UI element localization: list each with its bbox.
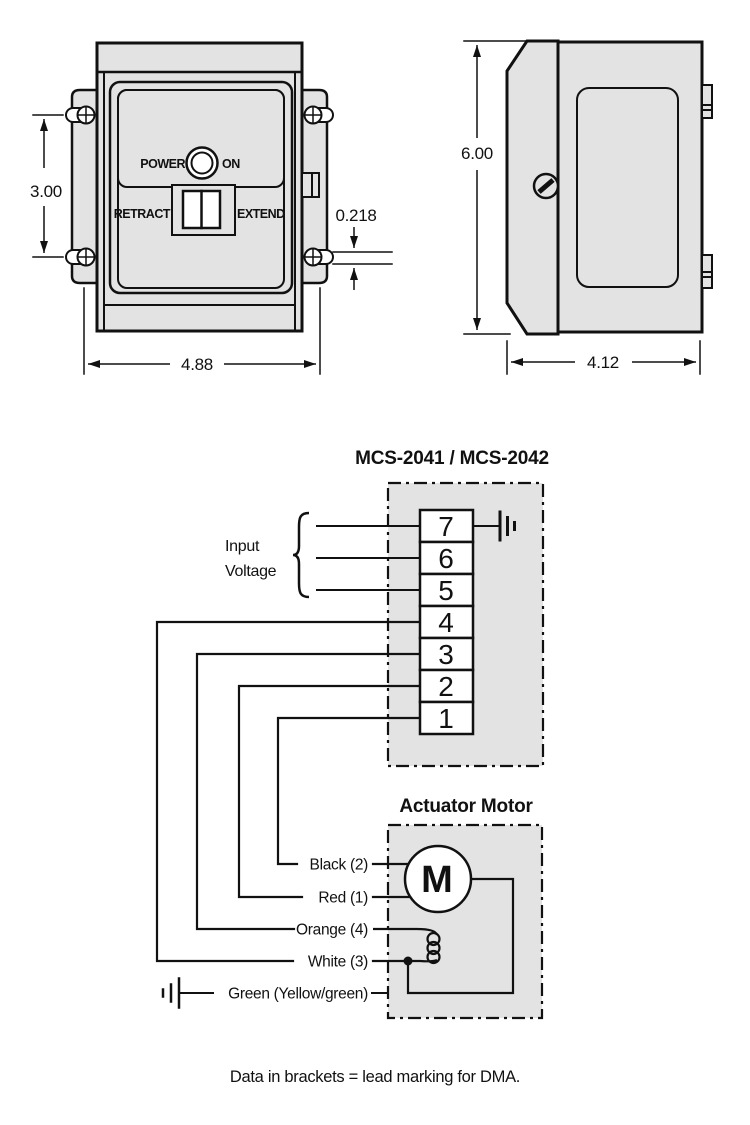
wire-terminal3-orange [197, 654, 420, 929]
actuator-motor-title: Actuator Motor [399, 796, 533, 817]
power-label: POWER [140, 157, 185, 171]
terminal-number-6: 6 [438, 543, 454, 574]
wire-label-orange: Orange (4) [296, 921, 368, 939]
dimension-mounting-spacing [30, 115, 63, 257]
on-label: ON [222, 157, 240, 171]
actuator-motor-box [388, 825, 542, 1018]
rocker-switch[interactable] [172, 185, 235, 235]
side-latch-tab [302, 173, 319, 197]
terminal-number-2: 2 [438, 671, 454, 702]
dimension-overall-depth [507, 341, 700, 374]
terminal-number-3: 3 [438, 639, 454, 670]
wire-label-black: Black (2) [309, 856, 368, 874]
side-body [558, 42, 702, 332]
terminal-number-1: 1 [438, 703, 454, 734]
terminal-wires [157, 622, 420, 961]
side-view [461, 41, 712, 374]
terminal-number-4: 4 [438, 607, 454, 638]
mounting-slot-top-right [305, 107, 334, 124]
dimension-slot-height [333, 206, 392, 290]
retract-label: RETRACT [113, 207, 170, 221]
power-indicator-light [187, 148, 218, 179]
terminal-number-5: 5 [438, 575, 454, 606]
dim-6-00-value: 6.00 [461, 144, 493, 163]
dim-4-12-value: 4.12 [587, 353, 619, 372]
controller-title: MCS-2041 / MCS-2042 [355, 448, 549, 469]
wire-label-white: White (3) [307, 953, 368, 971]
input-voltage-brace [293, 513, 309, 597]
wire-label-green: Green (Yellow/green) [228, 985, 368, 1003]
wire-label-red: Red (1) [318, 889, 368, 907]
dim-3-00-value: 3.00 [30, 182, 62, 201]
dim-4-88-value: 4.88 [181, 355, 213, 374]
mounting-slot-top-left [66, 107, 95, 124]
mounting-slot-bottom-right [305, 249, 334, 266]
door-screw[interactable] [534, 174, 558, 198]
mounting-slot-bottom-left [66, 249, 95, 266]
junction-dot [404, 957, 413, 966]
terminal-number-7: 7 [438, 511, 454, 542]
wiring-diagram [157, 448, 549, 1018]
input-voltage-label-line2: Voltage [225, 563, 277, 580]
dim-0-218-value: 0.218 [335, 206, 377, 225]
front-view [30, 43, 392, 374]
extend-label: EXTEND [237, 207, 285, 221]
input-voltage-label-line1: Input [225, 538, 260, 555]
motor-symbol: M [421, 859, 453, 901]
footer-note: Data in brackets = lead marking for DMA. [229, 1068, 521, 1086]
terminal-block [420, 510, 473, 734]
